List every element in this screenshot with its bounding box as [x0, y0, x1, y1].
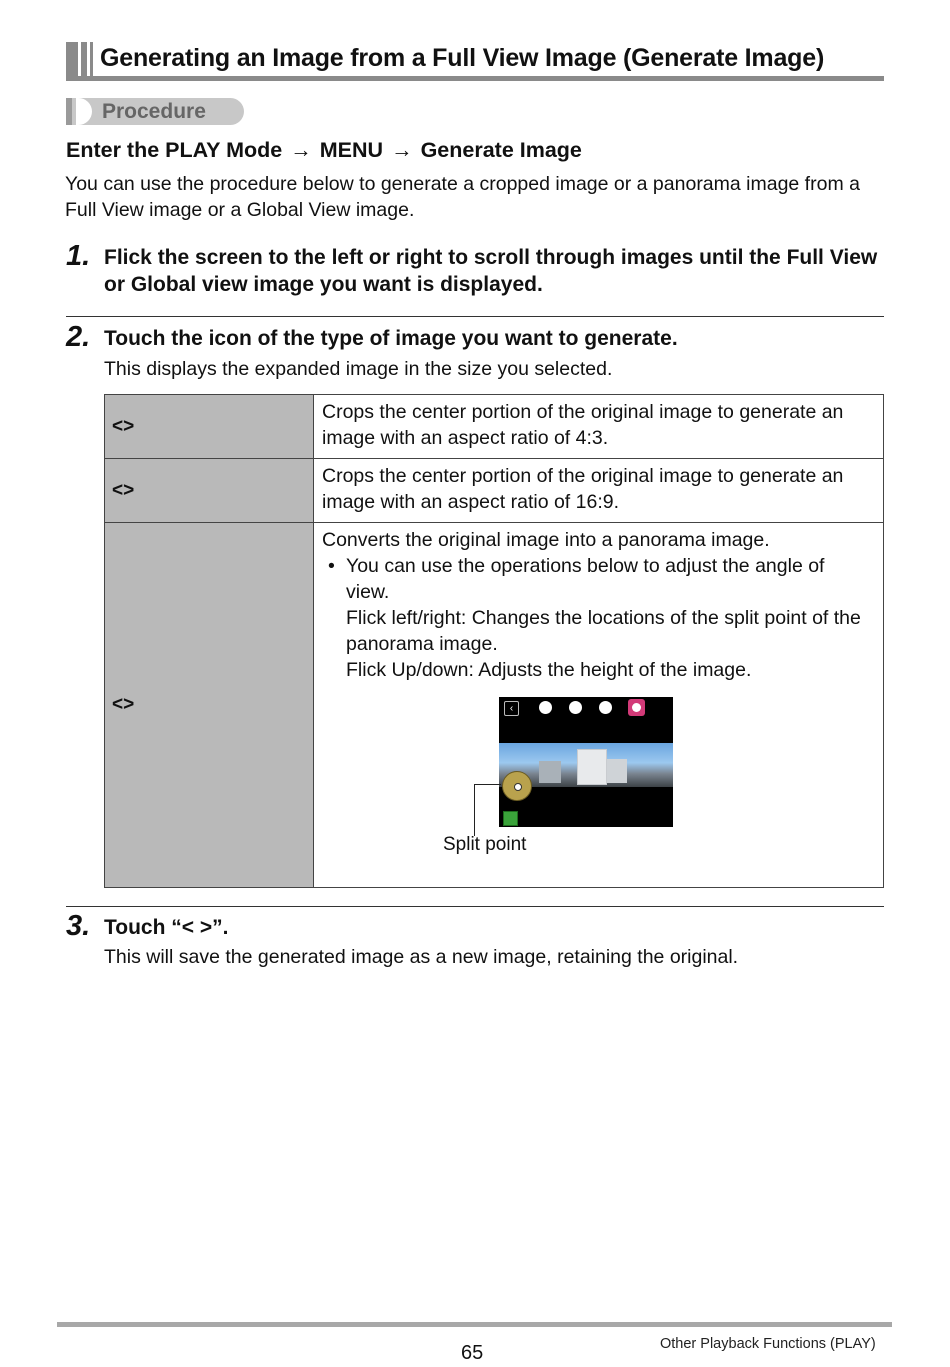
menu-circle-icon	[599, 701, 612, 714]
bullet-icon: •	[328, 555, 335, 577]
selected-mode-icon	[628, 699, 645, 716]
divider	[66, 316, 884, 317]
title-bar-mark	[90, 42, 93, 80]
menu-path-step: Enter the PLAY Mode	[66, 138, 283, 162]
procedure-badge-mark	[66, 98, 72, 125]
step-body: This will save the generated image as a new image, retaining the original.	[104, 946, 739, 968]
type-icon-cell: <>	[105, 523, 314, 888]
menu-path-step: MENU	[319, 138, 384, 162]
leader-line	[474, 784, 475, 836]
screen-figure	[322, 683, 873, 883]
type-icon-cell: <>	[105, 395, 314, 459]
green-button-icon	[503, 811, 518, 826]
menu-circle-icon	[569, 701, 582, 714]
list-item	[322, 553, 873, 605]
menu-path-step: Generate Image	[420, 138, 582, 162]
building-shape	[539, 761, 561, 783]
back-icon: ‹	[504, 701, 519, 716]
description-cell: Crops the center portion of the original image to generate an image with an aspect ratio of 16:9.	[314, 459, 884, 523]
title-bar-mark	[66, 42, 78, 80]
generate-type-table	[104, 394, 884, 888]
page-number: 65	[461, 1342, 484, 1364]
step-heading: Flick the screen to the left or right to scroll through images until the Full View or Global view image you want is displayed.	[104, 246, 878, 296]
menu-path	[66, 136, 582, 164]
page-title: Generating an Image from a Full View Image (Generate Image)	[100, 44, 825, 72]
footer-rule	[57, 1322, 892, 1327]
step-number: 3.	[66, 910, 91, 942]
flick-up-down-text: Flick Up/down: Adjusts the height of the image.	[346, 659, 752, 681]
step-number: 2.	[66, 321, 91, 353]
table-row	[105, 395, 884, 459]
arrow-right-icon: →	[391, 138, 413, 162]
title-underline	[66, 76, 884, 81]
table-row	[105, 523, 884, 888]
step-heading: Touch the icon of the type of image you want to generate.	[104, 327, 678, 350]
split-point-label: Split point	[443, 834, 527, 855]
leader-line	[474, 784, 501, 785]
camera-screen-image	[499, 697, 673, 827]
menu-circle-icon	[539, 701, 552, 714]
type-icon-cell: <>	[105, 459, 314, 523]
arrow-right-icon: →	[290, 138, 312, 162]
title-bar-mark	[81, 42, 87, 80]
building-shape	[607, 759, 627, 783]
flick-left-right-text: Flick left/right: Changes the locations of the split point of the panorama image.	[346, 607, 861, 655]
building-shape	[577, 749, 607, 785]
description-text: Converts the original image into a panorama image.	[322, 529, 770, 551]
procedure-label: Procedure	[102, 100, 206, 123]
description-cell	[314, 523, 884, 888]
step-heading: Touch “< >”.	[104, 916, 229, 939]
split-point-icon	[502, 771, 532, 801]
step-body: This displays the expanded image in the size you selected.	[104, 358, 613, 380]
description-cell: Crops the center portion of the original image to generate an image with an aspect ratio of 4:3.	[314, 395, 884, 459]
intro-paragraph: You can use the procedure below to generate a cropped image or a panorama image from a Full View image or a Global View image.	[65, 173, 860, 221]
bullet-text: You can use the operations below to adjust the angle of view.	[346, 555, 825, 603]
step-number: 1.	[66, 240, 91, 272]
footer-section: Other Playback Functions (PLAY)	[660, 1336, 876, 1352]
divider	[66, 906, 884, 907]
table-row	[105, 459, 884, 523]
